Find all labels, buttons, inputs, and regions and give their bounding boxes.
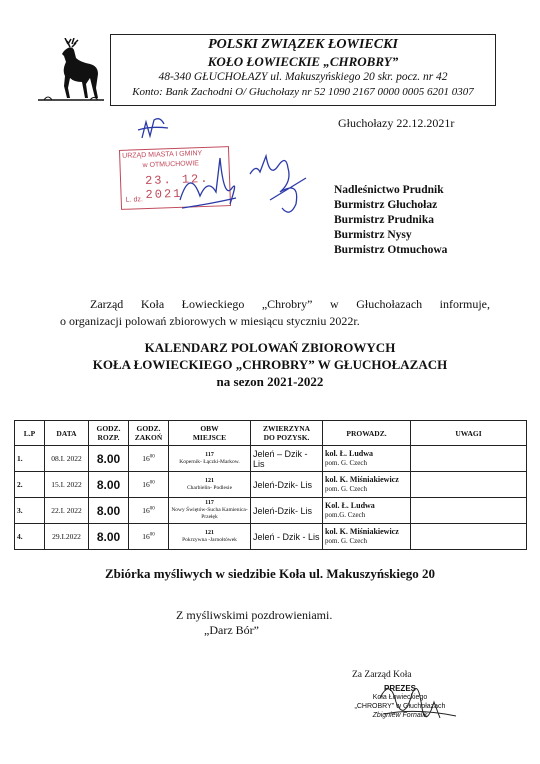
- president-org: Koła Łowieckiego: [372, 694, 428, 701]
- cell-start: 8.00: [89, 472, 129, 498]
- cell-area: 117 Kopernik- Łączki-Markow.: [169, 446, 251, 472]
- header-lp: L.P: [15, 421, 45, 446]
- president-title: PREZES: [383, 684, 416, 693]
- intro-line: o organizacji polowań zbiorowych w miesiącu styczniu 2022r.: [60, 314, 360, 328]
- header-end: GODZ. ZAKOŃ: [129, 421, 169, 446]
- letterhead-club: KOŁO ŁOWIECKIE „CHROBRY”: [207, 54, 399, 69]
- calendar-title: KALENDARZ POLOWAŃ ZBIOROWYCH: [144, 340, 396, 355]
- cell-date: 15.I. 2022: [45, 472, 89, 498]
- stamp-ref: L. dz.: [125, 196, 143, 204]
- recipient: Nadleśnictwo Prudnik: [334, 184, 444, 196]
- handwritten-signatures: [120, 108, 340, 228]
- cell-game: Jeleń - Dzik - Lis: [251, 524, 323, 550]
- cell-area: 121 Pokrzywna -Jarnołtówek: [169, 524, 251, 550]
- header-date: DATA: [45, 421, 89, 446]
- calendar-season: na sezon 2021-2022: [216, 374, 324, 389]
- stamp-office: URZĄD MIASTA I GMINY: [122, 150, 203, 160]
- recipient: Burmistrz Nysy: [334, 229, 412, 241]
- cell-lp: 2.: [15, 472, 45, 498]
- cell-date: 22.I. 2022: [45, 498, 89, 524]
- letterhead-org: POLSKI ZWIĄZEK ŁOWIECKI: [208, 37, 398, 52]
- hunt-schedule-table: [14, 420, 527, 550]
- cell-game: Jeleń-Dzik- Lis: [251, 472, 323, 498]
- cell-start: 8.00: [89, 446, 129, 472]
- table-row: [15, 498, 527, 524]
- president-signature: [360, 668, 470, 738]
- recipient: Burmistrz Otmuchowa: [334, 244, 448, 256]
- letterhead: [110, 34, 496, 106]
- cell-start: 8.00: [89, 498, 129, 524]
- signature-board: Za Zarząd Koła: [352, 670, 412, 680]
- recipient: Burmistrz Prudnika: [334, 214, 434, 226]
- cell-game: Jeleń-Dzik- Lis: [251, 498, 323, 524]
- letterhead-account: Konto: Bank Zachodni O/ Głuchołazy nr 52 1090 2167 0000 0005 6201 0307: [132, 86, 474, 98]
- cell-notes: [411, 472, 527, 498]
- stamp-location: w OTMUCHOWIE: [142, 160, 200, 170]
- letterhead-address: 48-340 GŁUCHOŁAZY ul. Makuszyńskiego 20 skr. pocz. nr 42: [158, 71, 448, 83]
- gathering-note: Zbiórka myśliwych w siedzibie Koła ul. Makuszyńskiego 20: [104, 566, 436, 581]
- cell-end: $16^{00}$: [129, 498, 169, 524]
- header-game: ZWIERZYNA DO POZYSK.: [251, 421, 323, 446]
- president-name: Zbigniew Fornalik: [372, 712, 428, 719]
- table-row: [15, 446, 527, 472]
- header-lead: PROWADZ.: [323, 421, 411, 446]
- cell-lp: 4.: [15, 524, 45, 550]
- cell-notes: [411, 524, 527, 550]
- cell-date: 08.I. 2022: [45, 446, 89, 472]
- cell-lp: 1.: [15, 446, 45, 472]
- cell-game: Jeleń – Dzik - Lis: [251, 446, 323, 472]
- cell-notes: [411, 446, 527, 472]
- table-row: [15, 472, 527, 498]
- cell-lead: kol. K. Miśniakiewicz pom. G. Czech: [323, 472, 411, 498]
- calendar-subtitle: KOŁA ŁOWIECKIEGO „CHROBRY” W GŁUCHOŁAZACH: [92, 357, 448, 372]
- president-org-name: „CHROBRY” w Głuchołazach: [354, 703, 446, 710]
- cell-lead: kol. K. Miśniakiewicz pom. G. Czech: [323, 524, 411, 550]
- stamp-date: 23. 12. 2021: [144, 171, 210, 203]
- table-header-row: [15, 421, 527, 446]
- table-row: [15, 524, 527, 550]
- cell-end: $16^{00}$: [129, 472, 169, 498]
- document-date: Głuchołazy 22.12.2021r: [338, 116, 455, 130]
- recipient: Burmistrz Głuchołaz: [334, 199, 438, 211]
- cell-area: 117 Nowy Świętów-Sucha Kamienica-Przełęk: [169, 498, 251, 524]
- recipients-list: [334, 183, 447, 258]
- header-notes: UWAGI: [411, 421, 527, 446]
- greeting-line: Z myśliwskimi pozdrowieniami.: [176, 608, 333, 622]
- intro-paragraph: [60, 296, 490, 330]
- header-start: GODZ. ROZP.: [89, 421, 129, 446]
- greeting: [176, 608, 332, 638]
- greeting-line: „Darz Bór”: [204, 623, 259, 637]
- cell-lead: Kol. Ł. Ludwa pom.G. Czech: [323, 498, 411, 524]
- cell-date: 29.I.2022: [45, 524, 89, 550]
- header-area: OBW MIEJSCE: [169, 421, 251, 446]
- intro-line: Zarząd Koła Łowieckiego „Chrobry” w Głuchołazach informuje,: [90, 297, 490, 311]
- cell-end: $16^{00}$: [129, 524, 169, 550]
- cell-notes: [411, 498, 527, 524]
- cell-lead: kol. Ł. Ludwa pom. G. Czech: [323, 446, 411, 472]
- cell-end: $16^{00}$: [129, 446, 169, 472]
- deer-logo-icon: [34, 38, 106, 104]
- cell-start: 8.00: [89, 524, 129, 550]
- cell-area: 121 Charbielin- Podlesie: [169, 472, 251, 498]
- cell-lp: 3.: [15, 498, 45, 524]
